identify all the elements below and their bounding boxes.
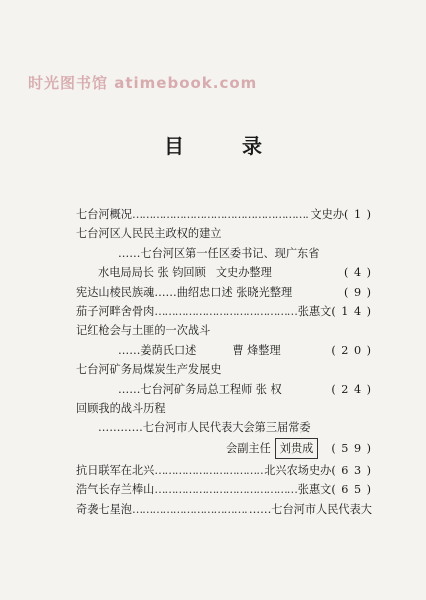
entry-page: ( 5 9 ) (331, 441, 372, 455)
toc-entry-continuation (76, 244, 372, 263)
toc-entry-continuation (76, 263, 372, 282)
entry-page: ( 1 ) (344, 208, 372, 221)
entry-title: 抗日联军在北兴 (76, 464, 155, 478)
entry-title: 回顾我的战斗历程 (76, 401, 166, 415)
entry-author: ……曲绍忠口述 张晓光整理 (154, 285, 293, 299)
entry-title: 浩气长存兰棒山 (76, 483, 155, 497)
entry-author: ……七台河区第一任区委书记、现广东省 (118, 246, 320, 260)
leader-dots (154, 302, 297, 321)
entry-page: ( 4 ) (344, 266, 372, 280)
entry-title: 七台河概况 (76, 208, 132, 221)
leader-dots (154, 480, 297, 499)
entry-page: ( 2 4 ) (331, 382, 372, 396)
toc-entry (76, 302, 372, 321)
leader-dots (132, 500, 249, 519)
leader-dots (132, 205, 311, 224)
toc-entry (76, 205, 372, 224)
toc-entry (76, 500, 372, 519)
entry-page: ( 1 4 ) (331, 304, 372, 318)
entry-author: 张惠文 (297, 483, 332, 497)
entry-title: 茄子河畔舍骨肉 (76, 304, 155, 318)
leader-dots (154, 461, 264, 480)
entry-page: ( 6 5 ) (331, 483, 372, 497)
toc-entry-continuation (76, 380, 372, 399)
entry-title: 宪达山棱民族魂 (76, 285, 155, 299)
toc-entry (76, 224, 372, 243)
entry-author: …………七台河市人民代表大会第三届常委 (98, 421, 311, 435)
toc-entry-continuation (76, 418, 372, 437)
entry-title: 七台河矿务局煤炭生产发展史 (76, 363, 222, 377)
entry-author: 北兴农场史办 (264, 464, 332, 478)
entry-author: 张惠文 (297, 304, 332, 318)
entry-author: ……七台河矿务局总工程师 张 权 (118, 382, 282, 396)
table-of-contents (76, 205, 372, 519)
entry-page: ( 9 ) (344, 285, 372, 299)
entry-title: 奇袭七星泡 (76, 502, 132, 516)
entry-author: 水电局局长 张 钧回顾 (98, 266, 206, 280)
entry-author: ……姜荫氏口述 (118, 343, 197, 357)
toc-entry (76, 321, 372, 340)
toc-entry-continuation (76, 438, 372, 457)
entry-title: 七台河区人民民主政权的建立 (76, 227, 222, 241)
entry-page: ( 6 3 ) (331, 464, 372, 478)
toc-entry (76, 461, 372, 480)
toc-entry (76, 480, 372, 499)
site-watermark: 时光图书馆 atimebook.com (28, 74, 258, 92)
toc-entry (76, 399, 372, 418)
toc-entry (76, 360, 372, 379)
entry-author-name-box: 刘贵成 (275, 438, 319, 459)
page-title: 目录 (164, 134, 320, 158)
toc-entry (76, 283, 372, 302)
entry-editor: 曹 烽整理 (232, 343, 281, 357)
entry-author: ……七台河市人民代表大 (248, 502, 372, 516)
entry-author: 文史办 (310, 208, 345, 221)
entry-title: 记红枪会与土匪的一次战斗 (76, 324, 211, 338)
entry-editor: 文史办整理 (215, 266, 272, 280)
entry-page: ( 2 0 ) (331, 343, 372, 357)
entry-author: 会副主任 (226, 441, 271, 455)
toc-entry-continuation (76, 341, 372, 360)
